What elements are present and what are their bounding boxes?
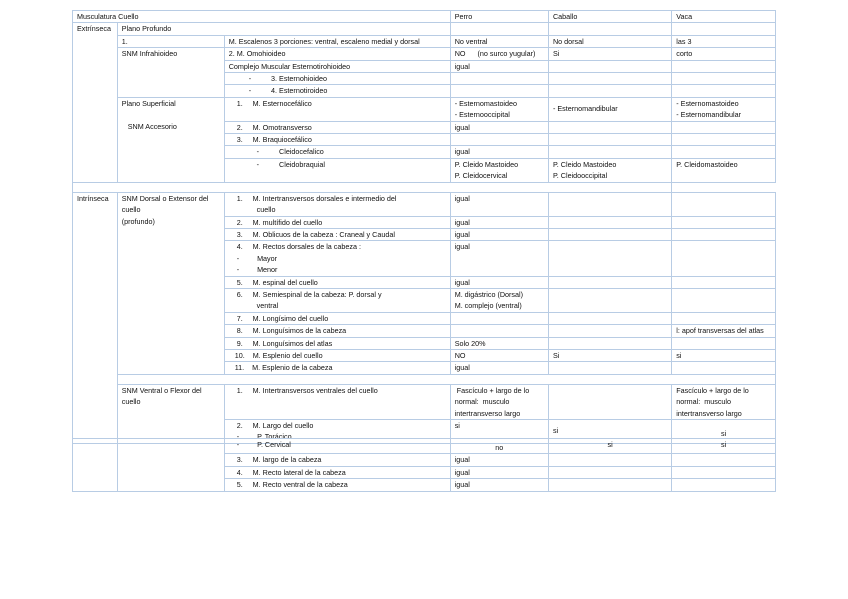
- cell: no: [450, 439, 548, 454]
- spacer-row: [73, 182, 776, 192]
- cell: 10. M. Esplenio del cuello: [224, 349, 450, 361]
- group-label: Extrínseca: [73, 23, 118, 182]
- cell: Si: [548, 48, 671, 60]
- cell: si: [672, 439, 776, 454]
- cell: igual: [450, 228, 548, 240]
- table-row: [73, 439, 776, 454]
- cell: 1. M. Intertransversos ventrales del cuello: [224, 384, 450, 419]
- cell: Fascículo + largo de lo normal: musculo intertransverso largo: [450, 384, 548, 419]
- cell: - Esternomastoideo - Esternomandibular: [672, 97, 776, 121]
- cell: SNM Dorsal o Extensor del cuello (profundo): [117, 192, 224, 374]
- cell: igual: [450, 216, 548, 228]
- cell: 7. M. Longísimo del cuello: [224, 312, 450, 324]
- cell: M. Escalenos 3 porciones: ventral, escaleno medial y dorsal: [224, 35, 450, 47]
- cell: las 3: [672, 35, 776, 47]
- cell: si: [548, 439, 671, 454]
- cell: l: apof transversas del atlas: [672, 325, 776, 337]
- cell: igual: [450, 146, 548, 158]
- cell: 2. M. multífido del cuello: [224, 216, 450, 228]
- cell: 4. M. Rectos dorsales de la cabeza : - Mayor - Menor: [224, 241, 450, 276]
- muscle-table-continued: [72, 438, 776, 492]
- table-header-row: [73, 11, 776, 23]
- cell: 3. M. largo de la cabeza: [224, 454, 450, 466]
- cell: 8. M. Longuísimos de la cabeza: [224, 325, 450, 337]
- cell: Fascículo + largo de lo normal: musculo intertransverso largo: [672, 384, 776, 419]
- cell: - P. Cervical: [224, 439, 450, 454]
- cell: si: [672, 420, 776, 444]
- cell: 1. M. Esternocefálico: [224, 97, 450, 121]
- cell: 2. M. Omohioideo: [224, 48, 450, 60]
- table-row: [73, 192, 776, 216]
- cell: SNM Ventral o Flexor del cuello: [117, 384, 224, 443]
- cell: 1. M. Intertransversos dorsales e intermedio del cuello: [224, 192, 450, 216]
- cell: NO: [450, 349, 548, 361]
- group-label: Intrínseca: [73, 192, 118, 443]
- plane-label: Plano Profundo: [117, 23, 450, 35]
- cell: P. Cleido Mastoideo P. Cleidocervical: [450, 158, 548, 182]
- table-row: [73, 97, 776, 121]
- cell: No ventral: [450, 35, 548, 47]
- table-row: [73, 384, 776, 419]
- table-row: [73, 35, 776, 47]
- cell: Plano Superficial SNM Accesorio: [117, 97, 224, 182]
- cell: 2. M. Omotransverso: [224, 121, 450, 133]
- cell: 3. M. Braquiocefálico: [224, 134, 450, 146]
- cell: si: [548, 420, 671, 444]
- cell: igual: [450, 60, 548, 72]
- cell: NO (no surco yugular): [450, 48, 548, 60]
- muscle-table: [72, 10, 776, 444]
- cell: SNM Infrahioideo: [117, 48, 224, 98]
- cell: 3. M. Oblicuos de la cabeza : Craneal y Caudal: [224, 228, 450, 240]
- cell: 11. M. Esplenio de la cabeza: [224, 362, 450, 374]
- cell: - Cleidocefalico: [224, 146, 450, 158]
- cell: corto: [672, 48, 776, 60]
- cell: igual: [450, 479, 548, 491]
- cell: 2. M. Largo del cuello - P. Torácico: [224, 420, 450, 444]
- cell: 6. M. Semiespinal de la cabeza: P. dorsal y ventral: [224, 288, 450, 312]
- cell: Complejo Muscular Esternotirohioideo: [224, 60, 450, 72]
- header-caballo: Caballo: [548, 11, 671, 23]
- cell: Solo 20%: [450, 337, 548, 349]
- header-vaca: Vaca: [672, 11, 776, 23]
- cell: si: [672, 349, 776, 361]
- cell: 9. M. Longuísimos del atlas: [224, 337, 450, 349]
- cell: M. digástrico (Dorsal) M. complejo (ventral): [450, 288, 548, 312]
- cell: - Cleidobraquial: [224, 158, 450, 182]
- cell: - Esternomastoideo - Esternooccipital: [450, 97, 548, 121]
- cell: - 4. Esternotiroideo: [224, 85, 450, 97]
- cell: igual: [450, 362, 548, 374]
- spacer-row: [73, 374, 776, 384]
- cell: igual: [450, 276, 548, 288]
- table-row: [73, 23, 776, 35]
- table-row: [73, 48, 776, 60]
- cell: - Esternomandibular: [548, 97, 671, 121]
- cell: 1.: [117, 35, 224, 47]
- cell: Si: [548, 349, 671, 361]
- header-musculatura: Musculatura Cuello: [73, 11, 451, 23]
- cell: - 3. Esternohioideo: [224, 73, 450, 85]
- cell: igual: [450, 454, 548, 466]
- cell: igual: [450, 241, 548, 276]
- cell: igual: [450, 466, 548, 478]
- cell: 5. M. espinal del cuello: [224, 276, 450, 288]
- cell: 4. M. Recto lateral de la cabeza: [224, 466, 450, 478]
- header-perro: Perro: [450, 11, 548, 23]
- cell: No dorsal: [548, 35, 671, 47]
- cell: igual: [450, 121, 548, 133]
- cell: si: [450, 420, 548, 444]
- cell: P. Cleido Mastoideo P. Cleidooccipital: [548, 158, 671, 182]
- cell: P. Cleidomastoideo: [672, 158, 776, 182]
- cell: igual: [450, 192, 548, 216]
- cell: 5. M. Recto ventral de la cabeza: [224, 479, 450, 491]
